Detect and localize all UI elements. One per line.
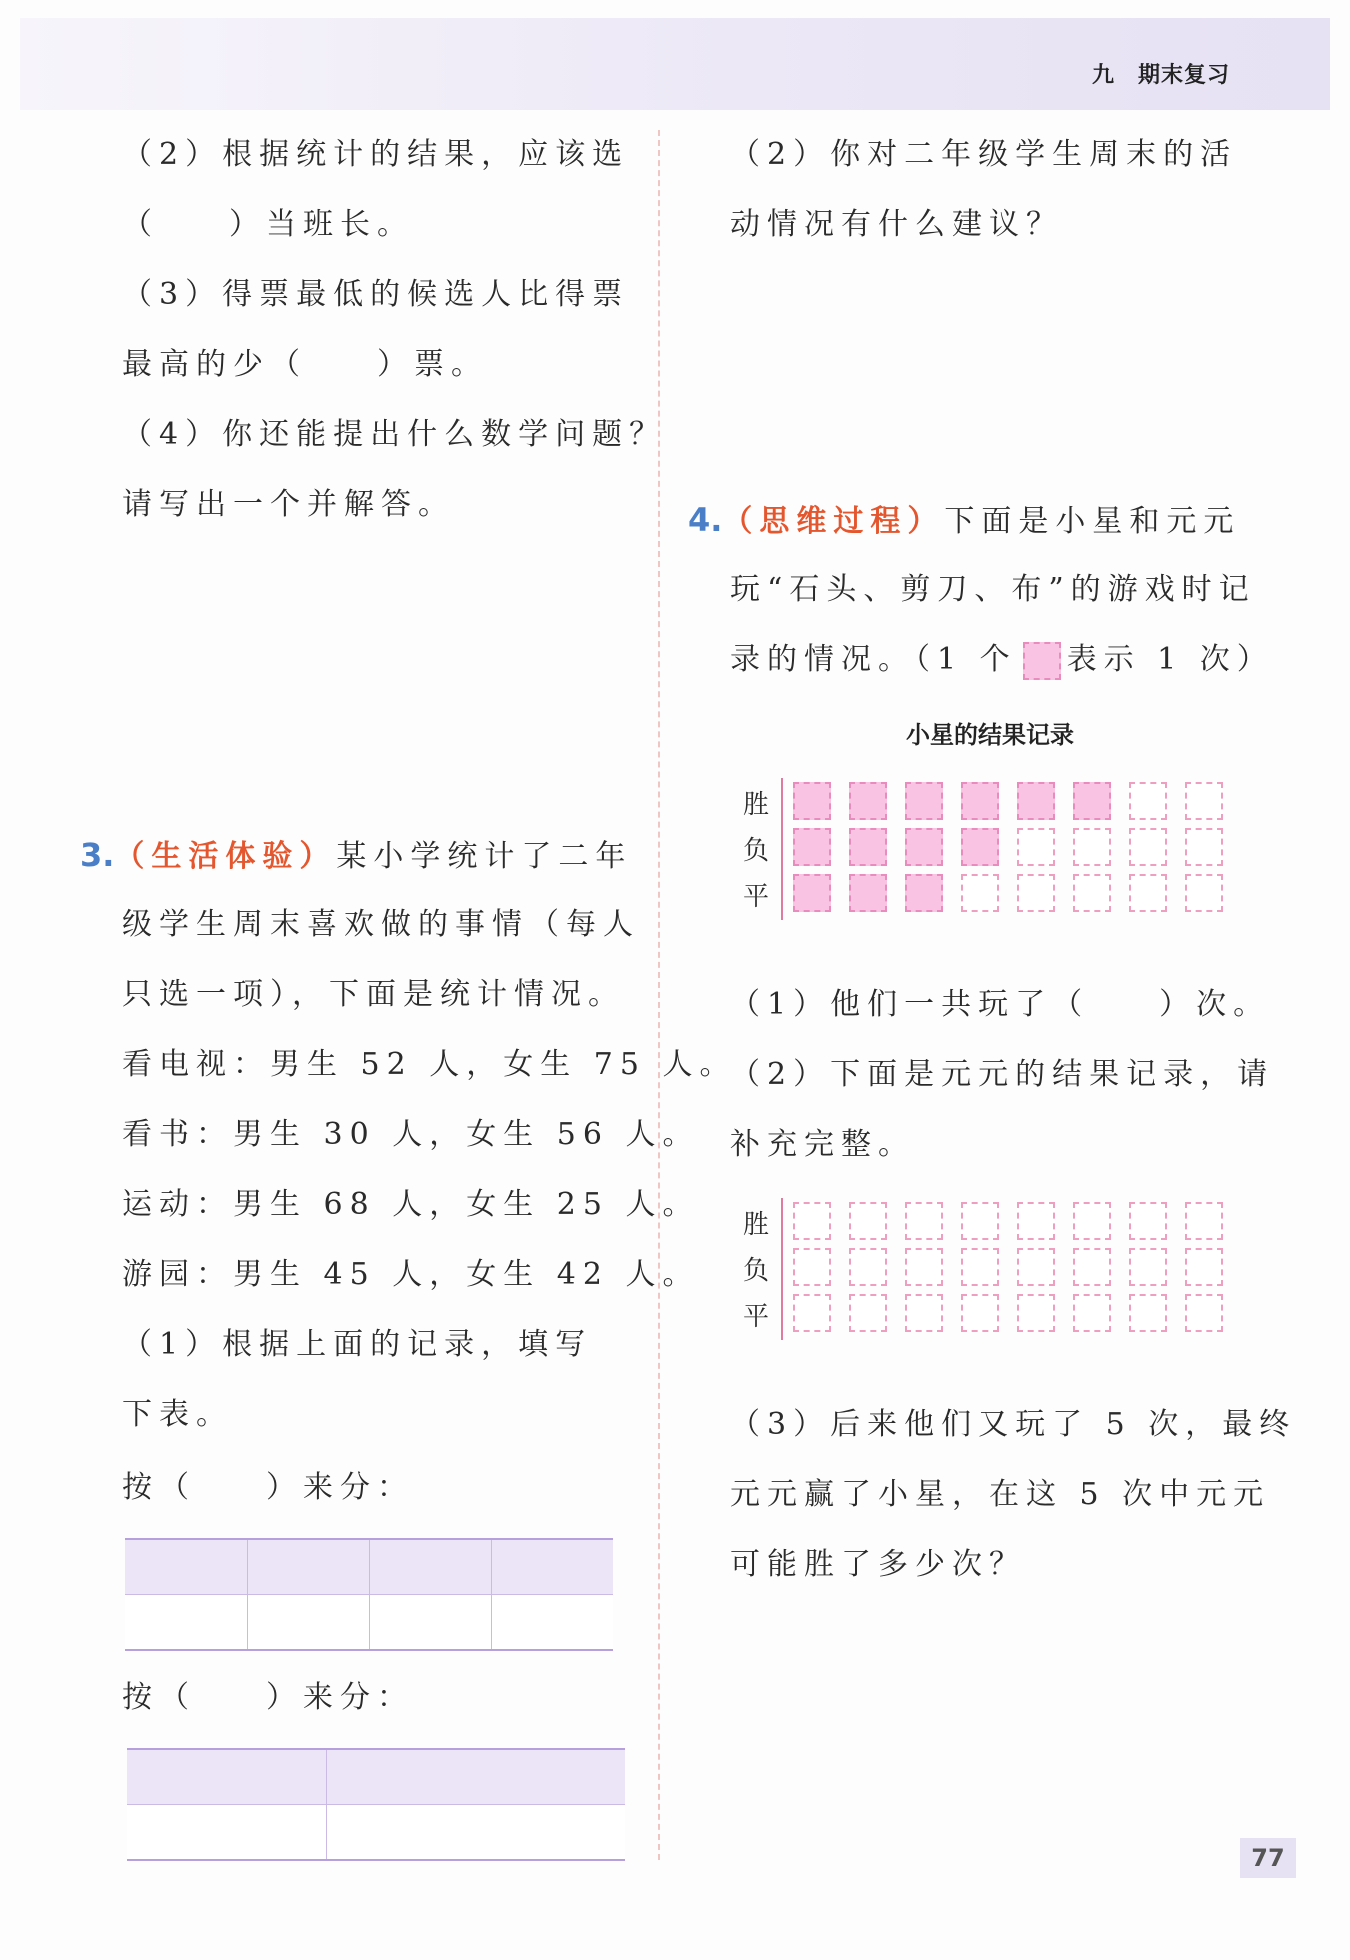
question-4-line-2: 请写出一个并解答。 <box>122 487 455 522</box>
answer-table-2 <box>127 1748 625 1861</box>
text: 按（ <box>122 1470 196 1505</box>
text: 最高的少（ <box>122 347 307 382</box>
stat-item: 运动：男生 68 人，女生 25 人。 <box>122 1187 700 1222</box>
text: ）来分： <box>266 1470 414 1505</box>
table-cell[interactable] <box>127 1749 326 1805</box>
question-3-line-1: （3）得票最低的候选人比得票 <box>122 277 630 312</box>
text: ）票。 <box>377 347 488 382</box>
yuanyuan-empty-cell[interactable] <box>849 1248 887 1286</box>
sub-question-1 <box>730 985 1270 1025</box>
yuanyuan-empty-cell[interactable] <box>793 1248 831 1286</box>
xiaoxing-row-label: 负 <box>743 836 770 866</box>
table-cell[interactable] <box>125 1595 247 1651</box>
xiaoxing-empty-cell[interactable] <box>1129 828 1167 866</box>
sub-question-2-line-1: （2）下面是元元的结果记录，请 <box>730 1057 1275 1092</box>
yuanyuan-empty-cell[interactable] <box>905 1202 943 1240</box>
xiaoxing-empty-cell[interactable] <box>961 874 999 912</box>
problem-tag: （生活体验） <box>114 839 337 874</box>
xiaoxing-empty-cell[interactable] <box>1073 828 1111 866</box>
yuanyuan-empty-cell[interactable] <box>1017 1294 1055 1332</box>
problem-4-line-3 <box>730 640 1274 680</box>
xiaoxing-filled-cell[interactable] <box>961 828 999 866</box>
xiaoxing-row <box>735 828 1225 872</box>
yuanyuan-empty-cell[interactable] <box>905 1294 943 1332</box>
xiaoxing-filled-cell[interactable] <box>793 828 831 866</box>
sub-question-3-line-1: （3）后来他们又玩了 5 次，最终 <box>730 1407 1297 1442</box>
table-cell[interactable] <box>247 1539 369 1595</box>
sub-question-3-line-3: 可能胜了多少次？ <box>730 1547 1026 1582</box>
xiaoxing-empty-cell[interactable] <box>1129 782 1167 820</box>
xiaoxing-empty-cell[interactable] <box>1129 874 1167 912</box>
question-2-line-2 <box>122 205 414 245</box>
xiaoxing-row <box>735 782 1225 826</box>
question-2-line-1: （2）根据统计的结果，应该选 <box>122 137 630 172</box>
table-cell[interactable] <box>326 1749 625 1805</box>
xiaoxing-filled-cell[interactable] <box>1017 782 1055 820</box>
yuanyuan-row <box>735 1202 1225 1246</box>
xiaoxing-filled-cell[interactable] <box>905 874 943 912</box>
text: ）当班长。 <box>229 207 414 242</box>
column-divider <box>658 130 660 1860</box>
xiaoxing-empty-cell[interactable] <box>1185 782 1223 820</box>
text: 表示 1 次） <box>1066 642 1274 677</box>
stat-item: 看电视：男生 52 人，女生 75 人。 <box>122 1047 737 1082</box>
problem-text: 下面是小星和元元 <box>944 504 1241 539</box>
yuanyuan-row <box>735 1294 1225 1338</box>
table-cell[interactable] <box>326 1805 625 1861</box>
question-4-line-1: （4）你还能提出什么数学问题？ <box>122 417 667 452</box>
table-cell[interactable] <box>369 1539 491 1595</box>
yuanyuan-empty-cell[interactable] <box>849 1294 887 1332</box>
xiaoxing-row <box>735 874 1225 918</box>
classify-by-label-2 <box>122 1678 414 1718</box>
xiaoxing-filled-cell[interactable] <box>905 782 943 820</box>
yuanyuan-empty-cell[interactable] <box>961 1248 999 1286</box>
text: ）次。 <box>1159 987 1271 1022</box>
text: （ <box>122 207 159 242</box>
problem-3-line-2: 级学生周末喜欢做的事情（每人 <box>122 907 640 942</box>
problem-4-line-2: 玩“石头、剪刀、布”的游戏时记 <box>730 572 1256 607</box>
xiaoxing-filled-cell[interactable] <box>793 782 831 820</box>
question-3-line-2 <box>122 345 488 385</box>
xiaoxing-row-label: 胜 <box>743 790 770 820</box>
problem-number: 3. <box>80 836 115 874</box>
xiaoxing-filled-cell[interactable] <box>849 782 887 820</box>
xiaoxing-filled-cell[interactable] <box>849 874 887 912</box>
yuanyuan-row-label: 负 <box>743 1256 770 1286</box>
table-cell[interactable] <box>369 1595 491 1651</box>
problem-text: 某小学统计了二年 <box>336 839 633 874</box>
yuanyuan-empty-cell[interactable] <box>905 1248 943 1286</box>
yuanyuan-empty-cell[interactable] <box>1073 1202 1111 1240</box>
problem-number: 4. <box>688 501 723 539</box>
classify-by-label-1 <box>122 1468 414 1508</box>
yuanyuan-empty-cell[interactable] <box>1129 1248 1167 1286</box>
yuanyuan-empty-cell[interactable] <box>793 1294 831 1332</box>
yuanyuan-empty-cell[interactable] <box>793 1202 831 1240</box>
problem-tag: （思维过程） <box>722 504 945 539</box>
yuanyuan-empty-cell[interactable] <box>849 1202 887 1240</box>
right-question-2-line-2: 动情况有什么建议？ <box>730 207 1063 242</box>
chapter-title: 九 期末复习 <box>1091 63 1230 88</box>
xiaoxing-filled-cell[interactable] <box>793 874 831 912</box>
xiaoxing-filled-cell[interactable] <box>905 828 943 866</box>
text: （1）他们一共玩了（ <box>730 987 1090 1022</box>
xiaoxing-empty-cell[interactable] <box>1185 828 1223 866</box>
xiaoxing-filled-cell[interactable] <box>849 828 887 866</box>
text: ）来分： <box>266 1680 414 1715</box>
stat-item: 看书：男生 30 人，女生 56 人。 <box>122 1117 700 1152</box>
xiaoxing-record-grid <box>735 782 1225 942</box>
xiaoxing-filled-cell[interactable] <box>961 782 999 820</box>
problem-3-heading <box>80 835 632 877</box>
table-cell[interactable] <box>125 1539 247 1595</box>
page-number: 77 <box>1240 1838 1296 1878</box>
table-cell[interactable] <box>491 1595 613 1651</box>
xiaoxing-empty-cell[interactable] <box>1017 828 1055 866</box>
xiaoxing-row-label: 平 <box>743 882 770 912</box>
sub-question-1-line-1: （1）根据上面的记录，填写 <box>122 1327 593 1362</box>
problem-4-heading <box>688 500 1240 542</box>
xiaoxing-record-title: 小星的结果记录 <box>906 721 1074 749</box>
xiaoxing-empty-cell[interactable] <box>1073 874 1111 912</box>
table-cell[interactable] <box>127 1805 326 1861</box>
yuanyuan-empty-cell[interactable] <box>1017 1202 1055 1240</box>
table-cell[interactable] <box>491 1539 613 1595</box>
xiaoxing-empty-cell[interactable] <box>1017 874 1055 912</box>
legend-square <box>1023 642 1061 680</box>
problem-3-line-3: 只选一项），下面是统计情况。 <box>122 977 625 1012</box>
yuanyuan-empty-cell[interactable] <box>961 1202 999 1240</box>
xiaoxing-filled-cell[interactable] <box>1073 782 1111 820</box>
yuanyuan-empty-cell[interactable] <box>961 1294 999 1332</box>
yuanyuan-empty-cell[interactable] <box>1129 1294 1167 1332</box>
text: 按（ <box>122 1680 196 1715</box>
stat-item: 游园：男生 45 人，女生 42 人。 <box>122 1257 700 1292</box>
xiaoxing-empty-cell[interactable] <box>1185 874 1223 912</box>
yuanyuan-empty-cell[interactable] <box>1185 1294 1223 1332</box>
yuanyuan-empty-cell[interactable] <box>1185 1248 1223 1286</box>
table-cell[interactable] <box>247 1595 369 1651</box>
right-question-2-line-1: （2）你对二年级学生周末的活 <box>730 137 1238 172</box>
sub-question-1-line-2: 下表。 <box>122 1397 233 1432</box>
yuanyuan-empty-cell[interactable] <box>1185 1202 1223 1240</box>
yuanyuan-empty-cell[interactable] <box>1073 1294 1111 1332</box>
sub-question-2-line-2: 补充完整。 <box>730 1127 915 1162</box>
sub-question-3-line-2: 元元赢了小星，在这 5 次中元元 <box>730 1477 1271 1512</box>
yuanyuan-empty-cell[interactable] <box>1017 1248 1055 1286</box>
answer-table-1 <box>125 1538 613 1651</box>
yuanyuan-record-grid <box>735 1202 1225 1362</box>
yuanyuan-row <box>735 1248 1225 1292</box>
yuanyuan-empty-cell[interactable] <box>1073 1248 1111 1286</box>
yuanyuan-row-label: 平 <box>743 1302 770 1332</box>
yuanyuan-empty-cell[interactable] <box>1129 1202 1167 1240</box>
text: 录的情况。（1 个 <box>730 642 1017 677</box>
yuanyuan-row-label: 胜 <box>743 1210 770 1240</box>
